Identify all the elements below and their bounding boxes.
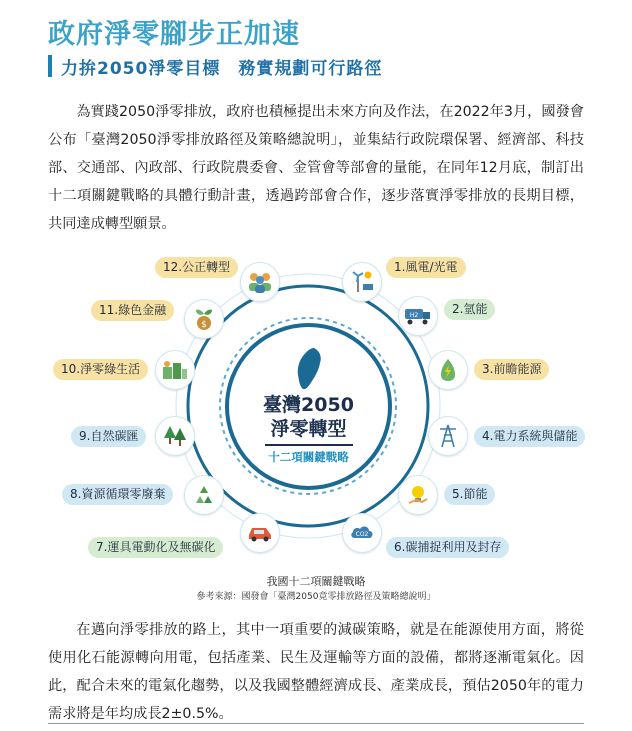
strategy-label-4: 4.電力系統與儲能 [474,426,585,447]
forest-icon [155,416,195,456]
page-title: 政府淨零腳步正加速 [48,19,300,50]
section-subtitle [48,54,382,78]
wind-solar-icon [342,262,382,302]
taiwan-map-icon [294,347,324,391]
carbon-capture-icon [342,513,382,553]
strategy-label-1: 1.風電/光電 [386,257,466,278]
center-subtitle: 十二項關鍵戰略 [268,450,349,464]
diagram-caption: 我國十二項關鍵戰略 [266,575,366,588]
recycle-icon [184,475,224,515]
electric-car-icon [240,513,280,553]
green-life-icon [155,350,195,390]
diagram-source: 參考來源：國發會「臺灣2050竟零排放路徑及策略總說明」 [196,592,436,602]
strategy-label-2: 2.氫能 [444,299,495,320]
strategy-label-11: 11.綠色金融 [91,300,174,321]
center-title-line2: 淨零轉型 [270,418,347,440]
strategy-label-9: 9.自然碳匯 [71,426,146,447]
people-icon [240,262,280,302]
hydrogen-truck-icon [398,296,438,336]
energy-saving-icon [398,475,438,515]
subtitle-text: 力拚2050淨零目標 務實規劃可行路徑 [61,58,383,79]
green-finance-icon [184,299,224,339]
strategy-label-8: 8.資源循環零廢棄 [62,484,173,505]
strategy-diagram [0,250,632,566]
svg-text:$: $ [201,320,207,330]
svg-text:H2: H2 [409,312,419,319]
strategy-label-7: 7.運具電動化及無碳化 [88,537,223,558]
strategy-label-10: 10.淨零綠生活 [53,359,148,380]
closing-paragraph: 在邁向淨零排放的路上，其中一項重要的減碳策略，就是在能源使用方面，將從使用化石能源轉向用電，包括產業、民生及運輸等方面的設備，都將逐漸電氣化。因此，配合未來的電氣化趨勢，以及我國整體經濟成長、產業成長，預估2050年的電力需求將是年均成長2±0.5%。 [48,622,584,722]
forward-energy-icon [428,350,468,390]
svg-text:CO2: CO2 [355,531,369,538]
center-circle [225,323,392,490]
center-title-line1: 臺灣2050 [263,394,354,416]
intro-paragraph: 為實踐2050淨零排放，政府也積極提出未來方向及作法，在2022年3月，國發會公布「臺灣2050淨零排放路徑及策略總說明」，並集結行政院環保署、經濟部、科技部、交通部、內政部、行政院農委會、金管會等部會的量能，在同年12月底，制訂出十二項關鍵戰略的具體行動計畫，透過跨部會合作，逐步落實淨零排放的長期目標，共同達成轉型願景。 [48,104,584,232]
strategy-label-6: 6.碳捕捉利用及封存 [386,537,509,558]
center-divider [265,444,353,446]
center-title [229,393,388,441]
strategy-label-3: 3.前瞻能源 [474,359,549,380]
strategy-label-5: 5.節能 [444,484,495,505]
subtitle-accent-bar [48,55,52,77]
power-grid-icon [428,416,468,456]
footer-rule [48,723,584,724]
strategy-label-12: 12.公正轉型 [155,257,238,278]
